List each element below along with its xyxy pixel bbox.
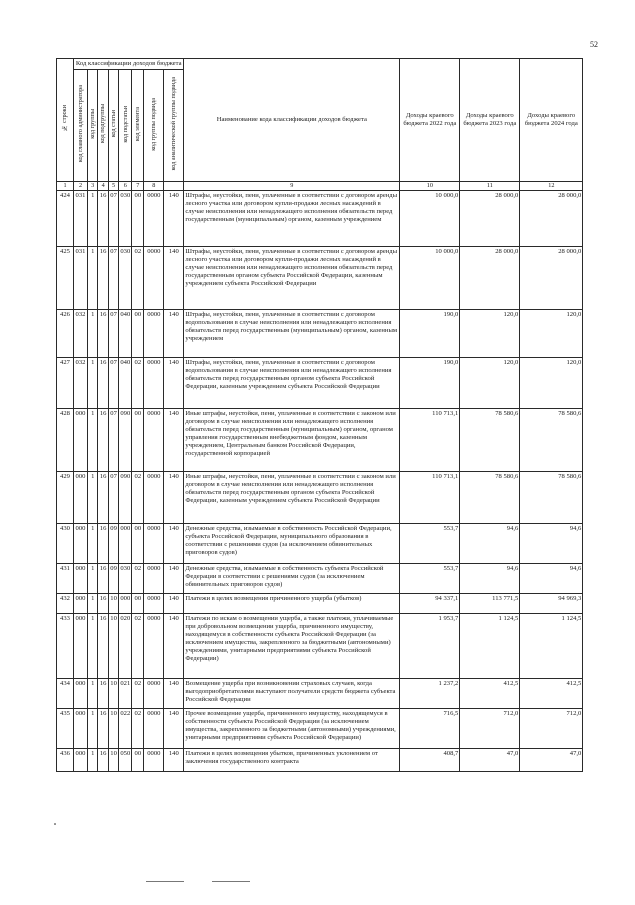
header-name: Наименование кода классификации доходов бюджета bbox=[184, 59, 400, 182]
admin-code-cell: 000 bbox=[74, 679, 88, 709]
element-code-cell: 02 bbox=[132, 614, 144, 679]
element-code-cell: 02 bbox=[132, 358, 144, 409]
revenue-2022-cell: 190,0 bbox=[400, 358, 460, 409]
table-row bbox=[57, 472, 583, 524]
analytic-group-code-cell: 140 bbox=[164, 709, 184, 749]
revenue-2024-cell: 94,6 bbox=[520, 564, 583, 594]
revenue-2023-cell: 120,0 bbox=[460, 358, 520, 409]
revenue-2022-cell: 110 713,1 bbox=[400, 472, 460, 524]
article-code-cell: 07 bbox=[108, 358, 118, 409]
table-body bbox=[57, 191, 583, 772]
revenue-2022-cell: 94 337,1 bbox=[400, 594, 460, 614]
subtype-group-code-cell: 0000 bbox=[144, 709, 164, 749]
header-code-subgroup: код подгруппы bbox=[98, 70, 108, 182]
column-number: 5 bbox=[108, 182, 118, 191]
article-code-cell: 09 bbox=[108, 564, 118, 594]
column-number: 9 bbox=[184, 182, 400, 191]
element-code-cell: 02 bbox=[132, 247, 144, 310]
group-code-cell: 1 bbox=[88, 564, 98, 594]
column-number: 11 bbox=[460, 182, 520, 191]
header-2022: Доходы краевого бюджета 2022 года bbox=[400, 59, 460, 182]
article-code-cell: 10 bbox=[108, 749, 118, 772]
revenue-2023-cell: 120,0 bbox=[460, 310, 520, 358]
subtype-group-code-cell: 0000 bbox=[144, 749, 164, 772]
article-code-cell: 10 bbox=[108, 594, 118, 614]
subarticle-code-cell: 050 bbox=[119, 749, 132, 772]
column-number: 8 bbox=[144, 182, 164, 191]
analytic-group-code-cell: 140 bbox=[164, 524, 184, 564]
group-code-cell: 1 bbox=[88, 524, 98, 564]
revenue-name-cell: Денежные средства, изымаемые в собственность субъекта Российской Федерации в соответствии с решениями судов (за исключением обвинительных приговоров судов) bbox=[184, 564, 400, 594]
element-code-cell: 00 bbox=[132, 594, 144, 614]
admin-code-cell: 000 bbox=[74, 472, 88, 524]
header-code-subtype-group: код группы подвида bbox=[144, 70, 164, 182]
article-code-cell: 09 bbox=[108, 524, 118, 564]
admin-code-cell: 000 bbox=[74, 594, 88, 614]
table-row bbox=[57, 191, 583, 247]
subtype-group-code-cell: 0000 bbox=[144, 191, 164, 247]
table-row bbox=[57, 409, 583, 472]
element-code-cell: 00 bbox=[132, 310, 144, 358]
subtype-group-code-cell: 0000 bbox=[144, 472, 164, 524]
admin-code-cell: 000 bbox=[74, 409, 88, 472]
column-number: 12 bbox=[520, 182, 583, 191]
subgroup-code-cell: 16 bbox=[98, 409, 108, 472]
subtype-group-code-cell: 0000 bbox=[144, 614, 164, 679]
revenue-2024-cell: 28 000,0 bbox=[520, 191, 583, 247]
revenue-2023-cell: 712,0 bbox=[460, 709, 520, 749]
revenue-2023-cell: 1 124,5 bbox=[460, 614, 520, 679]
header-code-admin: код главного администратора bbox=[74, 70, 88, 182]
subarticle-code-cell: 030 bbox=[119, 191, 132, 247]
footer-mark bbox=[212, 881, 250, 882]
revenue-2022-cell: 110 713,1 bbox=[400, 409, 460, 472]
line-number-cell: 436 bbox=[57, 749, 74, 772]
scan-speck bbox=[54, 823, 56, 825]
header-code-analytic-group: код аналитической группы подвида bbox=[164, 70, 184, 182]
group-code-cell: 1 bbox=[88, 247, 98, 310]
analytic-group-code-cell: 140 bbox=[164, 409, 184, 472]
admin-code-cell: 031 bbox=[74, 247, 88, 310]
subgroup-code-cell: 16 bbox=[98, 310, 108, 358]
revenue-2024-cell: 1 124,5 bbox=[520, 614, 583, 679]
column-number: 10 bbox=[400, 182, 460, 191]
revenue-2022-cell: 10 000,0 bbox=[400, 191, 460, 247]
line-number-cell: 435 bbox=[57, 709, 74, 749]
analytic-group-code-cell: 140 bbox=[164, 749, 184, 772]
group-code-cell: 1 bbox=[88, 310, 98, 358]
analytic-group-code-cell: 140 bbox=[164, 247, 184, 310]
article-code-cell: 07 bbox=[108, 310, 118, 358]
line-number-cell: 430 bbox=[57, 524, 74, 564]
table-row bbox=[57, 709, 583, 749]
budget-revenue-table bbox=[56, 58, 583, 772]
subarticle-code-cell: 040 bbox=[119, 358, 132, 409]
revenue-name-cell: Прочее возмещение ущерба, причиненного имуществу, находящемуся в собственности субъекта Российской Федерации (за исключением имущества, закрепленного за бюджетными (автономными) учреждениями, унитарными предприятиями субъекта Российской Федерации) bbox=[184, 709, 400, 749]
article-code-cell: 07 bbox=[108, 191, 118, 247]
revenue-2023-cell: 78 580,6 bbox=[460, 472, 520, 524]
group-code-cell: 1 bbox=[88, 614, 98, 679]
line-number-cell: 428 bbox=[57, 409, 74, 472]
revenue-name-cell: Штрафы, неустойки, пени, уплаченные в соответствии с договором водопользования в случае неисполнения или ненадлежащего исполнения обязательств перед государственным (муниципальным) органом, казенным учреждением bbox=[184, 310, 400, 358]
admin-code-cell: 000 bbox=[74, 749, 88, 772]
group-code-cell: 1 bbox=[88, 358, 98, 409]
subtype-group-code-cell: 0000 bbox=[144, 247, 164, 310]
admin-code-cell: 032 bbox=[74, 358, 88, 409]
table-row bbox=[57, 524, 583, 564]
element-code-cell: 00 bbox=[132, 191, 144, 247]
table-row bbox=[57, 247, 583, 310]
page-number: 52 bbox=[590, 40, 598, 49]
revenue-2024-cell: 712,0 bbox=[520, 709, 583, 749]
subtype-group-code-cell: 0000 bbox=[144, 409, 164, 472]
admin-code-cell: 000 bbox=[74, 709, 88, 749]
revenue-2022-cell: 10 000,0 bbox=[400, 247, 460, 310]
group-code-cell: 1 bbox=[88, 191, 98, 247]
article-code-cell: 07 bbox=[108, 247, 118, 310]
column-number: 3 bbox=[88, 182, 98, 191]
subgroup-code-cell: 16 bbox=[98, 709, 108, 749]
header-classification-group: Код классификации доходов бюджета bbox=[74, 59, 184, 70]
group-code-cell: 1 bbox=[88, 472, 98, 524]
table-row bbox=[57, 564, 583, 594]
revenue-name-cell: Денежные средства, изымаемые в собственность Российской Федерации, субъекта Российской Федерации, муниципального образования в соответствии с решениями судов (за исключением обвинительных приговоров судов) bbox=[184, 524, 400, 564]
subgroup-code-cell: 16 bbox=[98, 679, 108, 709]
column-number: 2 bbox=[74, 182, 88, 191]
line-number-cell: 426 bbox=[57, 310, 74, 358]
table-row bbox=[57, 679, 583, 709]
element-code-cell: 00 bbox=[132, 409, 144, 472]
revenue-2023-cell: 113 771,5 bbox=[460, 594, 520, 614]
revenue-name-cell: Платежи в целях возмещения убытков, причиненных уклонением от заключения государственного контракта bbox=[184, 749, 400, 772]
table-row bbox=[57, 614, 583, 679]
header-code-article: код статьи bbox=[108, 70, 118, 182]
header-2023: Доходы краевого бюджета 2023 года bbox=[460, 59, 520, 182]
line-number-cell: 432 bbox=[57, 594, 74, 614]
revenue-name-cell: Штрафы, неустойки, пени, уплаченные в соответствии с договором водопользования в случае неисполнения или ненадлежащего исполнения обязательств перед государственным органом субъекта Российской Федерации, казенным учреждением субъекта Российской Федерации bbox=[184, 358, 400, 409]
table-header bbox=[57, 59, 583, 191]
analytic-group-code-cell: 140 bbox=[164, 594, 184, 614]
subarticle-code-cell: 040 bbox=[119, 310, 132, 358]
revenue-2022-cell: 408,7 bbox=[400, 749, 460, 772]
revenue-2022-cell: 716,5 bbox=[400, 709, 460, 749]
subtype-group-code-cell: 0000 bbox=[144, 310, 164, 358]
element-code-cell: 02 bbox=[132, 472, 144, 524]
revenue-name-cell: Штрафы, неустойки, пени, уплаченные в соответствии с договором аренды лесного участка или договором купли-продажи лесных насаждений в случае неисполнения или ненадлежащего исполнения обязательств перед государственным органом субъекта Российской Федерации, казенным учреждением субъекта Российской Федерации bbox=[184, 247, 400, 310]
element-code-cell: 00 bbox=[132, 524, 144, 564]
revenue-2024-cell: 78 580,6 bbox=[520, 409, 583, 472]
subarticle-code-cell: 090 bbox=[119, 409, 132, 472]
article-code-cell: 10 bbox=[108, 709, 118, 749]
revenue-2024-cell: 120,0 bbox=[520, 310, 583, 358]
line-number-cell: 424 bbox=[57, 191, 74, 247]
admin-code-cell: 031 bbox=[74, 191, 88, 247]
revenue-2023-cell: 28 000,0 bbox=[460, 247, 520, 310]
revenue-2023-cell: 412,5 bbox=[460, 679, 520, 709]
analytic-group-code-cell: 140 bbox=[164, 472, 184, 524]
subgroup-code-cell: 16 bbox=[98, 524, 108, 564]
subgroup-code-cell: 16 bbox=[98, 564, 108, 594]
revenue-name-cell: Штрафы, неустойки, пени, уплаченные в соответствии с договором аренды лесного участка или договором купли-продажи лесных насаждений в случае неисполнения или ненадлежащего исполнения обязательств перед государственным (муниципальным) органом, казенным учреждением bbox=[184, 191, 400, 247]
revenue-2022-cell: 190,0 bbox=[400, 310, 460, 358]
subarticle-code-cell: 030 bbox=[119, 247, 132, 310]
analytic-group-code-cell: 140 bbox=[164, 614, 184, 679]
revenue-2022-cell: 553,7 bbox=[400, 524, 460, 564]
revenue-2023-cell: 94,6 bbox=[460, 564, 520, 594]
column-number: 6 bbox=[119, 182, 132, 191]
subarticle-code-cell: 030 bbox=[119, 564, 132, 594]
subarticle-code-cell: 020 bbox=[119, 614, 132, 679]
revenue-2024-cell: 94,6 bbox=[520, 524, 583, 564]
revenue-name-cell: Платежи по искам о возмещении ущерба, а также платежи, уплачиваемые при добровольном возмещении ущерба, причиненного имуществу, находящемуся в собственности субъекта Российской Федерации (за исключением имущества, закрепленного за бюджетными (автономными) учреждениями, унитарными предприятиями субъекта Российской Федерации) bbox=[184, 614, 400, 679]
table-row bbox=[57, 310, 583, 358]
revenue-2022-cell: 553,7 bbox=[400, 564, 460, 594]
line-number-cell: 431 bbox=[57, 564, 74, 594]
revenue-2024-cell: 94 969,3 bbox=[520, 594, 583, 614]
header-code-group: код группы bbox=[88, 70, 98, 182]
line-number-cell: 433 bbox=[57, 614, 74, 679]
revenue-2022-cell: 1 237,2 bbox=[400, 679, 460, 709]
line-number-cell: 427 bbox=[57, 358, 74, 409]
revenue-name-cell: Иные штрафы, неустойки, пени, уплаченные в соответствии с законом или договором в случае неисполнения или ненадлежащего исполнения обязательств перед государственным (муниципальным) органом, органом управления государственным внебюджетным фондом, казенным учреждением, Центральным банком Российской Федерации, государственной корпорацией bbox=[184, 409, 400, 472]
revenue-2023-cell: 47,0 bbox=[460, 749, 520, 772]
table-row bbox=[57, 358, 583, 409]
header-2024: Доходы краевого бюджета 2024 года bbox=[520, 59, 583, 182]
element-code-cell: 02 bbox=[132, 679, 144, 709]
revenue-2023-cell: 78 580,6 bbox=[460, 409, 520, 472]
subarticle-code-cell: 021 bbox=[119, 679, 132, 709]
subarticle-code-cell: 022 bbox=[119, 709, 132, 749]
subarticle-code-cell: 000 bbox=[119, 594, 132, 614]
subarticle-code-cell: 090 bbox=[119, 472, 132, 524]
revenue-2024-cell: 28 000,0 bbox=[520, 247, 583, 310]
element-code-cell: 00 bbox=[132, 749, 144, 772]
subtype-group-code-cell: 0000 bbox=[144, 679, 164, 709]
revenue-name-cell: Платежи в целях возмещения причиненного ущерба (убытков) bbox=[184, 594, 400, 614]
admin-code-cell: 000 bbox=[74, 524, 88, 564]
admin-code-cell: 000 bbox=[74, 564, 88, 594]
column-number: 7 bbox=[132, 182, 144, 191]
revenue-2024-cell: 120,0 bbox=[520, 358, 583, 409]
admin-code-cell: 032 bbox=[74, 310, 88, 358]
header-code-subarticle: код подстатьи bbox=[119, 70, 132, 182]
line-number-cell: 434 bbox=[57, 679, 74, 709]
subtype-group-code-cell: 0000 bbox=[144, 524, 164, 564]
subarticle-code-cell: 000 bbox=[119, 524, 132, 564]
subgroup-code-cell: 16 bbox=[98, 594, 108, 614]
group-code-cell: 1 bbox=[88, 749, 98, 772]
group-code-cell: 1 bbox=[88, 709, 98, 749]
group-code-cell: 1 bbox=[88, 594, 98, 614]
line-number-cell: 425 bbox=[57, 247, 74, 310]
analytic-group-code-cell: 140 bbox=[164, 191, 184, 247]
column-number-row bbox=[57, 182, 583, 191]
group-code-cell: 1 bbox=[88, 679, 98, 709]
subtype-group-code-cell: 0000 bbox=[144, 594, 164, 614]
revenue-2022-cell: 1 953,7 bbox=[400, 614, 460, 679]
analytic-group-code-cell: 140 bbox=[164, 679, 184, 709]
revenue-2023-cell: 28 000,0 bbox=[460, 191, 520, 247]
article-code-cell: 10 bbox=[108, 614, 118, 679]
subgroup-code-cell: 16 bbox=[98, 614, 108, 679]
element-code-cell: 02 bbox=[132, 564, 144, 594]
subgroup-code-cell: 16 bbox=[98, 358, 108, 409]
revenue-2023-cell: 94,6 bbox=[460, 524, 520, 564]
article-code-cell: 10 bbox=[108, 679, 118, 709]
revenue-2024-cell: 47,0 bbox=[520, 749, 583, 772]
line-number-cell: 429 bbox=[57, 472, 74, 524]
revenue-name-cell: Иные штрафы, неустойки, пени, уплаченные в соответствии с законом или договором в случае неисполнения или ненадлежащего исполнения обязательств перед государственным органом субъекта Российской Федерации, казенным учреждением субъекта Российской Федерации bbox=[184, 472, 400, 524]
article-code-cell: 07 bbox=[108, 409, 118, 472]
subtype-group-code-cell: 0000 bbox=[144, 564, 164, 594]
subgroup-code-cell: 16 bbox=[98, 472, 108, 524]
header-line-no: № строки bbox=[57, 59, 74, 182]
admin-code-cell: 000 bbox=[74, 614, 88, 679]
column-number: 4 bbox=[98, 182, 108, 191]
subgroup-code-cell: 16 bbox=[98, 247, 108, 310]
subgroup-code-cell: 16 bbox=[98, 749, 108, 772]
element-code-cell: 02 bbox=[132, 709, 144, 749]
subgroup-code-cell: 16 bbox=[98, 191, 108, 247]
group-code-cell: 1 bbox=[88, 409, 98, 472]
column-number: 1 bbox=[57, 182, 74, 191]
revenue-2024-cell: 412,5 bbox=[520, 679, 583, 709]
table-row bbox=[57, 749, 583, 772]
header-code-element: код элемента bbox=[132, 70, 144, 182]
article-code-cell: 07 bbox=[108, 472, 118, 524]
analytic-group-code-cell: 140 bbox=[164, 310, 184, 358]
analytic-group-code-cell: 140 bbox=[164, 564, 184, 594]
footer-mark bbox=[146, 881, 184, 882]
revenue-2024-cell: 78 580,6 bbox=[520, 472, 583, 524]
subtype-group-code-cell: 0000 bbox=[144, 358, 164, 409]
analytic-group-code-cell: 140 bbox=[164, 358, 184, 409]
table-row bbox=[57, 594, 583, 614]
revenue-name-cell: Возмещение ущерба при возникновении страховых случаев, когда выгодоприобретателями выступают получатели средств бюджета субъекта Российской Федерации bbox=[184, 679, 400, 709]
